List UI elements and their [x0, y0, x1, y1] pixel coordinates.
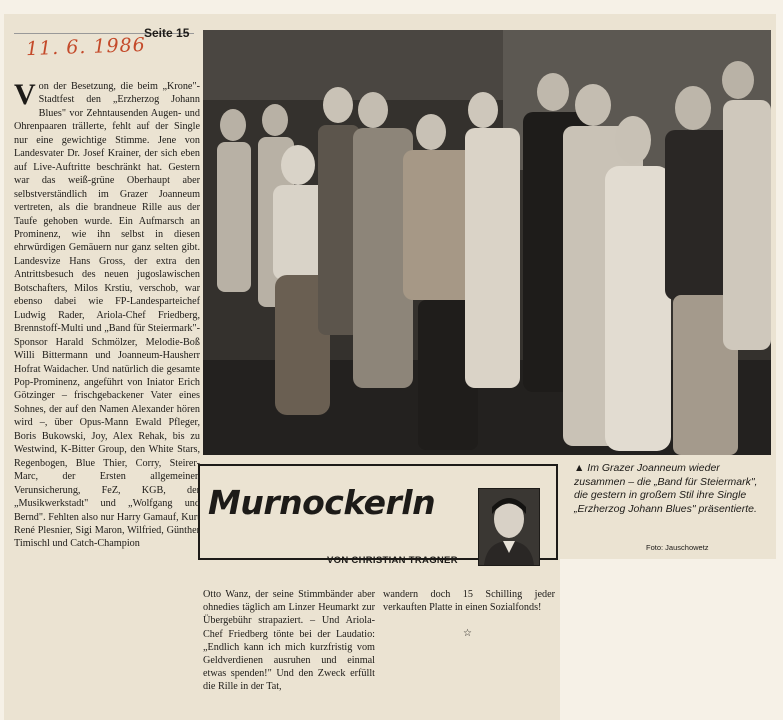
author-portrait-illustration	[479, 489, 539, 565]
article-left-column	[14, 80, 200, 551]
band-photo	[203, 30, 771, 455]
band-photo-illustration	[203, 30, 771, 455]
article-middle-column	[203, 588, 375, 694]
page-number: Seite 15	[144, 26, 190, 40]
handwritten-date: 11. 6. 1986	[25, 33, 147, 61]
author-portrait	[478, 488, 540, 566]
article-body-right: wandern doch 15 Schilling jeder verkauften Platte in einen Sozialfonds!	[383, 589, 555, 614]
article-right-column	[383, 588, 555, 614]
drop-cap: V	[14, 78, 36, 111]
headline: Murnockerln	[208, 483, 436, 522]
photo-credit: Foto: Jauschowetz	[646, 543, 709, 552]
author-byline: VON CHRISTIAN TRAGNER	[327, 555, 458, 566]
end-mark-icon: ☆	[463, 628, 472, 639]
article-body-middle: Otto Wanz, der seine Stimmbänder aber ohnedies täglich am Linzer Heumarkt zur Übergebühr strapaziert. – Und Ariola-Chef Friedberg tönte bei der Laudatio: „Endlich kann ich mich kurzfristig vom Geldverdienen ausruhen und einmal etwas spenden!" Und den Zweck erfüllt die Rille in der Tat,	[203, 589, 375, 693]
article-body-left: on der Besetzung, die beim „Krone"-Stadtfest den „Erzherzog Johann Blues" vor Zehntausenden Augen- und Ohrenpaaren trällerte, fehlt auf der Single nur eine gewichtige Stimme. Jene von Landesvater Dr. Josef Krainer, der sich eben auf Live-Auftritte beschränkt hat. Gestern war das weiß-grüne Oberhaupt aber selbstverständlich im Grazer Joanneum vertreten, als die brandneue Rille aus der Taufe gehoben wurde. Ein Aufmarsch an Prominenz, wie ihn selbst in diesen ehrwürdigen Gemäuern nur ganz selten gibt. Landesvize Hans Gross, der extra den Antrittsbesuch des neuen jugoslawischen Botschafters, Milos Krstiu, verschob, war ebenso dabei wie FP-Landesparteichef Ludwig Rader, Ariola-Chef Friedberg, Brennstoff-Multi und „Band für Steiermark"-Sponsor Harald Schmölzer, Melodie-Boß Willi Bittermann und Joanneum-Hausherr Hofrat Waidacher. Und natürlich die gesamte Pop-Prominenz, angeführt von Iniator Erich Götzinger – frischgebackener Vater eines Sohnes, der auf den Namen Alexander hören wird –, über Opus-Mann Ewald Pfleger, Boris Bukowski, Joy, Alex Rehak, bis zu Westwind, K-Bitter Group, den White Stars, Regenbogen, Blue Thier, Corry, Steirer-Marc, der Ersten allgemeinen Verunsicherung, FeZ, KGB, der „Musikwerkstadt" und „Wolfgang und Bernd". Fehlten also nur Harry Gamauf, Kurt René Plesnier, Sigi Maron, Wilfried, Günther Timischl und Catch-Champion	[14, 81, 200, 550]
photo-caption: ▲ Im Grazer Joanneum wieder zusammen – die „Band für Steiermark", die gestern in großem Stil ihre Single „Erzherzog Johann Blues" präsentierte.	[574, 462, 758, 515]
